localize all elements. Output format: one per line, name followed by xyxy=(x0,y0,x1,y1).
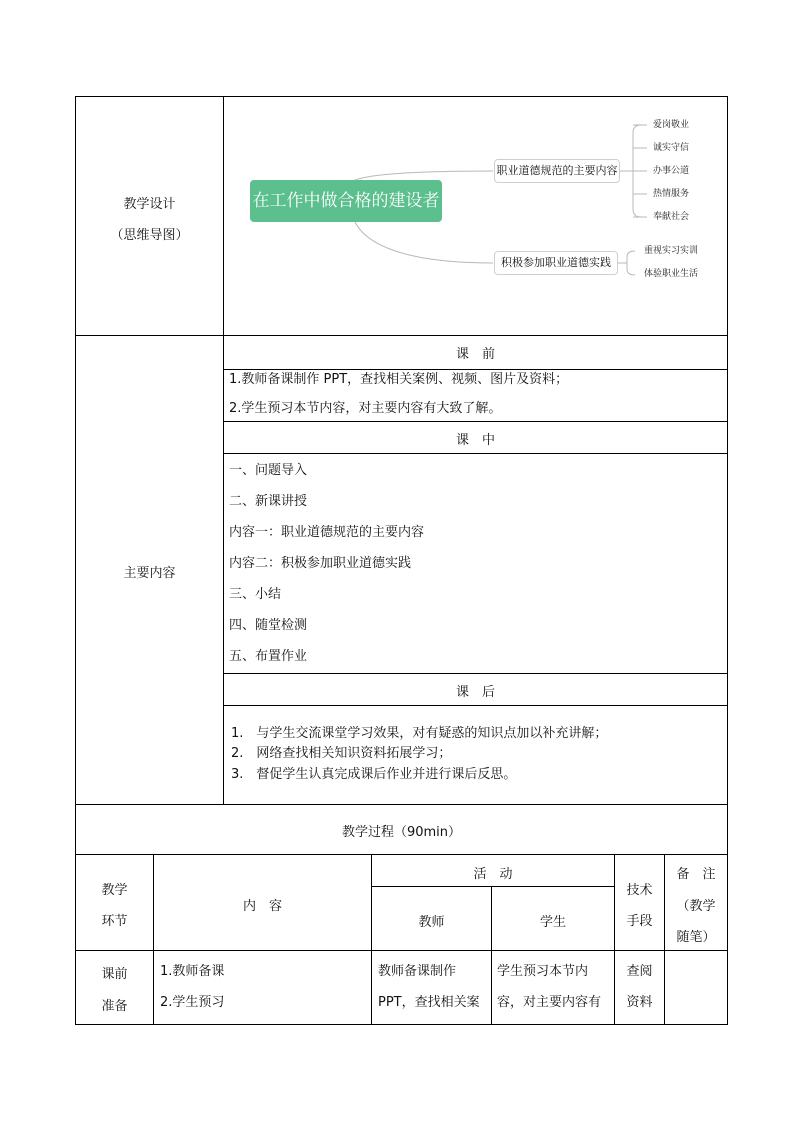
mind-map-leaf: 办事公道 xyxy=(653,166,690,176)
mind-map-leaf: 热情服务 xyxy=(653,189,690,199)
row-stage: 课前 xyxy=(101,967,128,982)
after-item: 3. 督促学生认真完成课后作业并进行课后反思。 xyxy=(231,767,517,782)
header-stage: 环节 xyxy=(101,914,128,929)
mind-map-leaf: 奉献社会 xyxy=(653,212,690,222)
during-header: 课 中 xyxy=(455,433,495,448)
mind-map-leaf: 重视实习实训 xyxy=(644,246,699,256)
row-content: 1.教师备课 xyxy=(160,964,225,979)
during-item: 内容一：职业道德规范的主要内容 xyxy=(229,525,425,540)
before-item: 2.学生预习本节内容，对主要内容有大致了解。 xyxy=(229,401,502,416)
during-item: 五、布置作业 xyxy=(229,649,308,664)
mind-map-root: 在工作中做合格的建设者 xyxy=(250,180,442,222)
row-teacher: PPT，查找相关案 xyxy=(378,995,480,1010)
after-item: 2. 网络查找相关知识资料拓展学习； xyxy=(231,746,452,761)
after-header: 课 后 xyxy=(455,685,495,700)
during-item: 四、随堂检测 xyxy=(229,618,308,633)
mind-map-leaf: 诚实守信 xyxy=(653,143,690,153)
row-content: 2.学生预习 xyxy=(160,995,225,1010)
header-note: 备 注 xyxy=(676,867,716,882)
header-stage: 教学 xyxy=(101,883,128,898)
row-student: 容，对主要内容有 xyxy=(497,995,602,1010)
after-item: 1. 与学生交流课堂学习效果，对有疑惑的知识点加以补充讲解； xyxy=(231,726,608,741)
row-tech: 资料 xyxy=(626,995,653,1010)
header-tech: 技术 xyxy=(626,883,653,898)
main-label: 主要内容 xyxy=(123,566,176,581)
row-tech: 查阅 xyxy=(626,964,653,979)
header-teacher: 教师 xyxy=(418,915,445,930)
mind-map-leaf: 爱岗敬业 xyxy=(653,120,690,130)
during-item: 一、问题导入 xyxy=(229,463,308,478)
row-stage: 准备 xyxy=(101,999,128,1014)
during-item: 二、新课讲授 xyxy=(229,494,308,509)
during-item: 三、小结 xyxy=(229,587,282,602)
header-note: （教学 xyxy=(676,899,716,914)
header-content: 内 容 xyxy=(242,899,282,914)
row-teacher: 教师备课制作 xyxy=(378,964,457,979)
header-activity: 活 动 xyxy=(473,867,513,882)
mind-map-leaf: 体验职业生活 xyxy=(644,269,699,279)
header-tech: 手段 xyxy=(626,914,653,929)
mind-map-branch-2: 积极参加职业道德实践 xyxy=(494,251,618,275)
mind-map-branch-1: 职业道德规范的主要内容 xyxy=(494,159,620,183)
design-label-line1: 教学设计 xyxy=(123,197,176,212)
during-item: 内容二：积极参加职业道德实践 xyxy=(229,556,412,571)
before-header: 课 前 xyxy=(455,347,495,362)
process-title: 教学过程（90min） xyxy=(341,825,462,840)
design-label-line2: （思维导图） xyxy=(110,228,189,243)
before-item: 1.教师备课制作 PPT，查找相关案例、视频、图片及资料； xyxy=(229,372,569,387)
header-student: 学生 xyxy=(539,915,566,930)
row-student: 学生预习本节内 xyxy=(497,964,589,979)
header-note: 随笔） xyxy=(676,930,716,945)
